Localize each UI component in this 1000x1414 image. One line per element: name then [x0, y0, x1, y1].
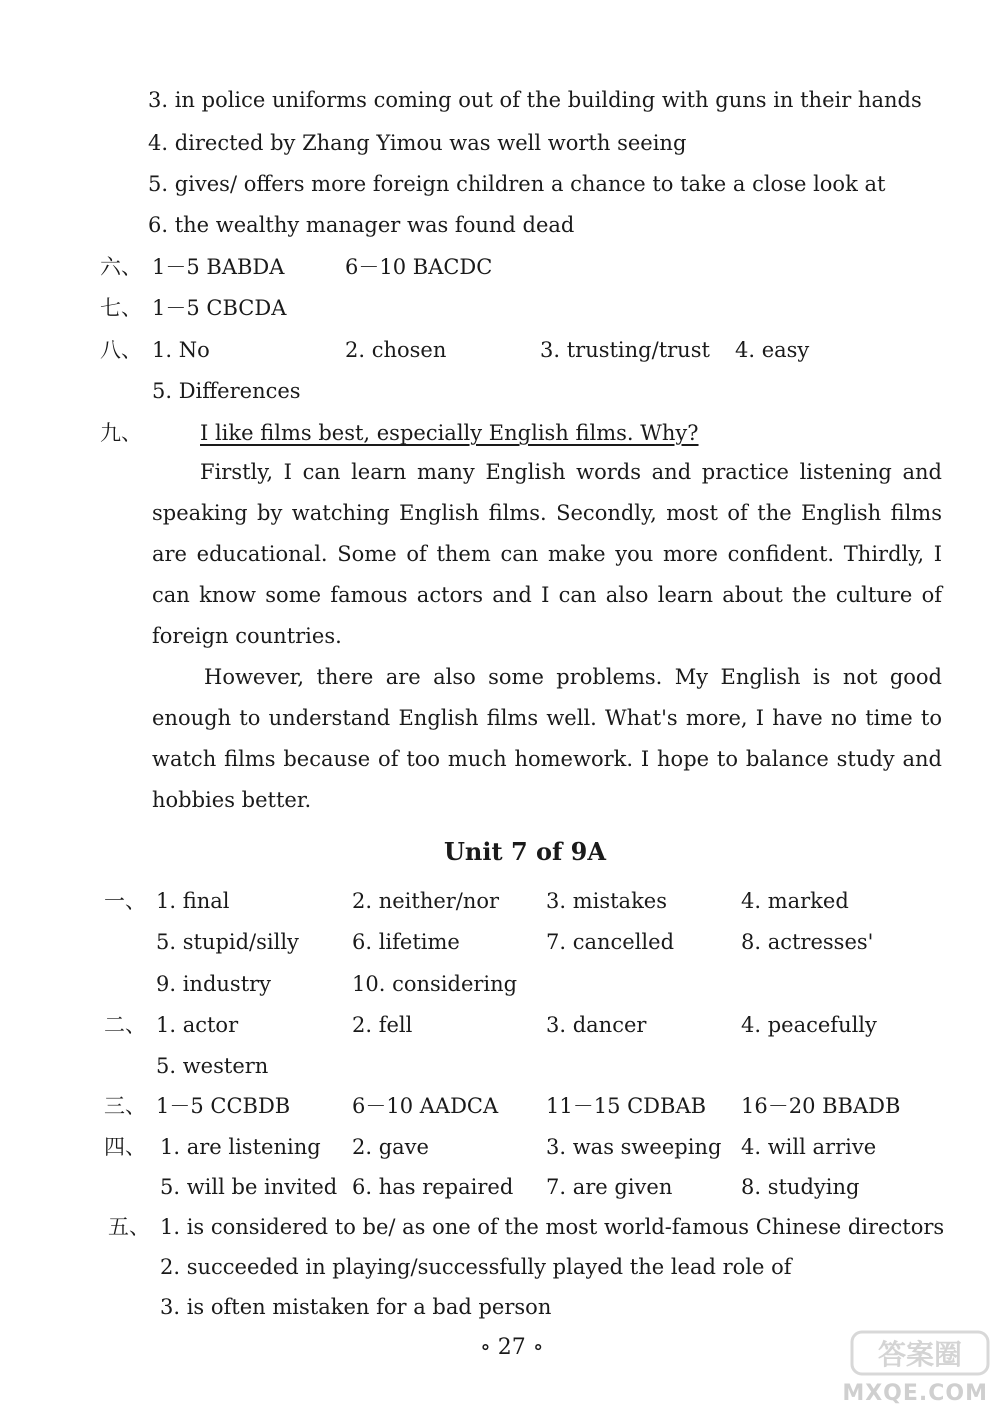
section-label: 二、 — [104, 1013, 146, 1037]
watermark — [844, 1328, 994, 1408]
answer-item: 8. studying — [741, 1175, 860, 1199]
watermark-logo-text: 答案圈 — [877, 1338, 963, 1371]
answer-item: 3. was sweeping — [546, 1135, 722, 1159]
watermark-site: MXQE.COM — [842, 1381, 988, 1406]
answer-item: 2. neither/nor — [352, 889, 500, 913]
answer-line: 6. the wealthy manager was found dead — [148, 213, 575, 237]
answer-line: 3. in police uniforms coming out of the building with guns in their hands — [148, 88, 922, 112]
section-label: 三、 — [104, 1094, 146, 1118]
answer-item: 5. western — [156, 1054, 269, 1078]
answer-item: 3. mistakes — [546, 889, 668, 913]
answer-item: 1－5 CCBDB — [156, 1094, 291, 1118]
answer-item: 10. considering — [352, 972, 518, 996]
answer-item: 6. lifetime — [352, 930, 460, 954]
answer-item: 2. fell — [352, 1013, 413, 1037]
answer-item: 16－20 BBADB — [741, 1094, 901, 1118]
answer-item: 1－5 BABDA — [152, 255, 285, 279]
essay-title: I like films best, especially English films. Why? — [200, 421, 699, 445]
essay-paragraph: However, there are also some problems. My English is not good enough to understand English films well. What's more, I have no time to watch films because of too much homework. I hope to balance study and hobbies better. — [152, 665, 942, 812]
section-label: 四、 — [104, 1135, 146, 1159]
section-label: 七、 — [100, 296, 142, 320]
watermark-logo-icon — [850, 1328, 990, 1378]
answer-item: 1. final — [156, 889, 230, 913]
answer-item: 1. actor — [156, 1013, 239, 1037]
page-number-dot: ∘ — [532, 1335, 544, 1360]
answer-item: 3. trusting/trust — [540, 338, 710, 362]
answer-item: 5. will be invited — [160, 1175, 338, 1199]
answer-item: 4. peacefully — [741, 1013, 877, 1037]
answer-item: 1. are listening — [160, 1135, 321, 1159]
essay-paragraph: Firstly, I can learn many English words and practice listening and speaking by watching English films. Secondly, most of the English films are educational. Some of them can make you more confident. Thirdly, I can know some famous actors and I can also learn about the culture of foreign countries. — [152, 460, 942, 648]
answer-item: 1. No — [152, 338, 210, 362]
answer-item: 6－10 BACDC — [345, 255, 493, 279]
answer-item: 4. easy — [735, 338, 810, 362]
answer-item: 5. stupid/silly — [156, 930, 299, 954]
answer-item: 8. actresses' — [741, 930, 874, 954]
answer-item: 11－15 CDBAB — [546, 1094, 707, 1118]
answer-item: 2. chosen — [345, 338, 447, 362]
page-number-dot: ∘ — [480, 1335, 491, 1360]
section-label: 八、 — [100, 338, 142, 362]
answer-item: 1－5 CBCDA — [152, 296, 287, 320]
page-number — [480, 1337, 544, 1359]
section-label: 九、 — [100, 421, 142, 445]
unit-title: Unit 7 of 9A — [444, 837, 606, 866]
answer-item: 6. has repaired — [352, 1175, 514, 1199]
answer-item: 4. will arrive — [741, 1135, 877, 1159]
section-label: 一、 — [104, 889, 146, 913]
answer-item: 6－10 AADCA — [352, 1094, 499, 1118]
section-label: 五、 — [108, 1215, 150, 1239]
answer-item: 9. industry — [156, 972, 272, 996]
section-label: 六、 — [100, 255, 142, 279]
answer-item: 7. are given — [546, 1175, 673, 1199]
answer-item: 3. dancer — [546, 1013, 647, 1037]
answer-item: 4. marked — [741, 889, 849, 913]
answer-line: 1. is considered to be/ as one of the most world-famous Chinese directors — [160, 1215, 945, 1239]
answer-item: 7. cancelled — [546, 930, 675, 954]
answer-line: 5. gives/ offers more foreign children a chance to take a close look at — [148, 172, 886, 196]
answer-line: 3. is often mistaken for a bad person — [160, 1295, 552, 1319]
answer-item: 5. Differences — [152, 379, 301, 403]
answer-line: 2. succeeded in playing/successfully played the lead role of — [160, 1255, 792, 1279]
page-number-value: 27 — [497, 1335, 526, 1360]
answer-item: 2. gave — [352, 1135, 429, 1159]
answer-line: 4. directed by Zhang Yimou was well worth seeing — [148, 131, 687, 155]
